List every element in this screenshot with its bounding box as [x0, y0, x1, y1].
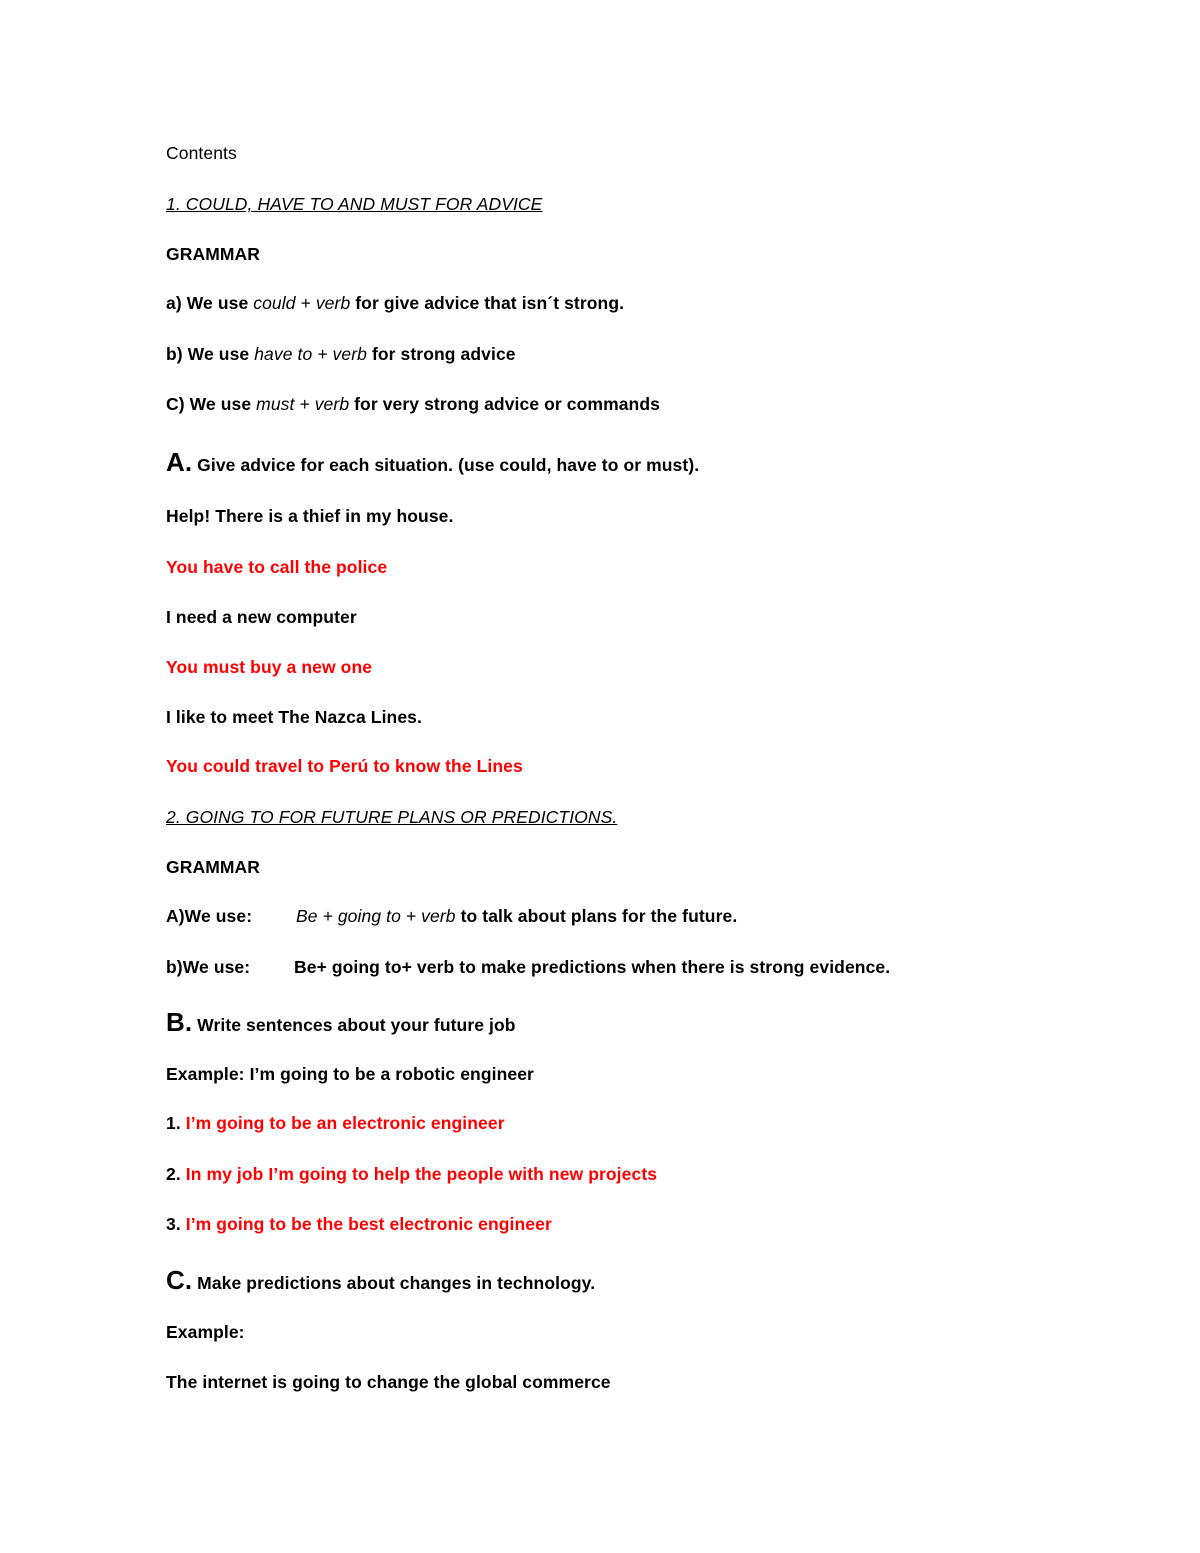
- going-to-rule-a-label: A)We use:: [166, 906, 253, 926]
- rule-a-formula: could + verb: [253, 293, 351, 313]
- exercise-c-letter: C.: [166, 1265, 193, 1295]
- job-answer-1-text: I’m going to be an electronic engineer: [180, 1113, 505, 1133]
- job-answer-1-num: 1.: [166, 1113, 181, 1133]
- job-answer-2-text: In my job I’m going to help the people with new projects: [180, 1164, 658, 1184]
- rule-b-text: for strong advice: [367, 344, 516, 364]
- answer-1: You have to call the police: [166, 557, 388, 577]
- job-answer-3-text: I’m going to be the best electronic engineer: [180, 1214, 552, 1234]
- going-to-rule-b-label: b)We use:: [166, 957, 251, 977]
- section-2-heading: 2. GOING TO FOR FUTURE PLANS OR PREDICTIONS.: [166, 807, 618, 827]
- situation-1: Help! There is a thief in my house.: [166, 506, 454, 526]
- job-answer-3: [166, 1214, 552, 1235]
- job-answer-1: [166, 1113, 505, 1134]
- job-answer-2: [166, 1164, 657, 1185]
- rule-c-text: for very strong advice or commands: [349, 394, 660, 414]
- going-to-rule-b: [166, 957, 890, 978]
- exercise-c-instruction: Make predictions about changes in technology.: [192, 1273, 596, 1293]
- rule-a-text: for give advice that isn´t strong.: [350, 293, 625, 313]
- rule-c-prefix: C) We use: [166, 394, 257, 414]
- answer-2: You must buy a new one: [166, 657, 373, 677]
- rule-b: [166, 344, 516, 365]
- answer-3: You could travel to Perú to know the Lines: [166, 756, 523, 776]
- doc-title: Contents: [166, 143, 237, 163]
- situation-3: I like to meet The Nazca Lines.: [166, 707, 422, 727]
- going-to-rule-b-text: Be+ going to+ verb to make predictions when there is strong evidence.: [294, 957, 891, 977]
- going-to-rule-a-text: to talk about plans for the future.: [455, 906, 738, 926]
- job-answer-2-num: 2.: [166, 1164, 181, 1184]
- rule-c: [166, 394, 660, 415]
- going-to-rule-a: [166, 906, 737, 927]
- exercise-a-instruction: Give advice for each situation. (use could, have to or must).: [192, 455, 700, 475]
- exercise-a-letter: A.: [166, 447, 193, 477]
- rule-a-prefix: a) We use: [166, 293, 254, 313]
- grammar-label-1: GRAMMAR: [166, 244, 261, 264]
- rule-a: [166, 293, 624, 314]
- job-answer-3-num: 3.: [166, 1214, 181, 1234]
- rule-b-formula: have to + verb: [254, 344, 367, 364]
- exercise-b-instruction: Write sentences about your future job: [192, 1015, 516, 1035]
- grammar-label-2: GRAMMAR: [166, 857, 261, 877]
- example-c: The internet is going to change the global commerce: [166, 1372, 611, 1392]
- rule-b-prefix: b) We use: [166, 344, 255, 364]
- exercise-b-letter: B.: [166, 1007, 193, 1037]
- example-b: Example: I’m going to be a robotic engineer: [166, 1064, 534, 1084]
- situation-2: I need a new computer: [166, 607, 357, 627]
- exercise-c: [166, 1265, 595, 1296]
- rule-c-formula: must + verb: [256, 394, 350, 414]
- example-c-label: Example:: [166, 1322, 245, 1342]
- exercise-b: [166, 1007, 516, 1038]
- going-to-rule-a-formula: Be + going to + verb: [296, 906, 456, 926]
- exercise-a: [166, 447, 699, 478]
- section-1-heading: 1. COULD, HAVE TO AND MUST FOR ADVICE: [166, 194, 543, 214]
